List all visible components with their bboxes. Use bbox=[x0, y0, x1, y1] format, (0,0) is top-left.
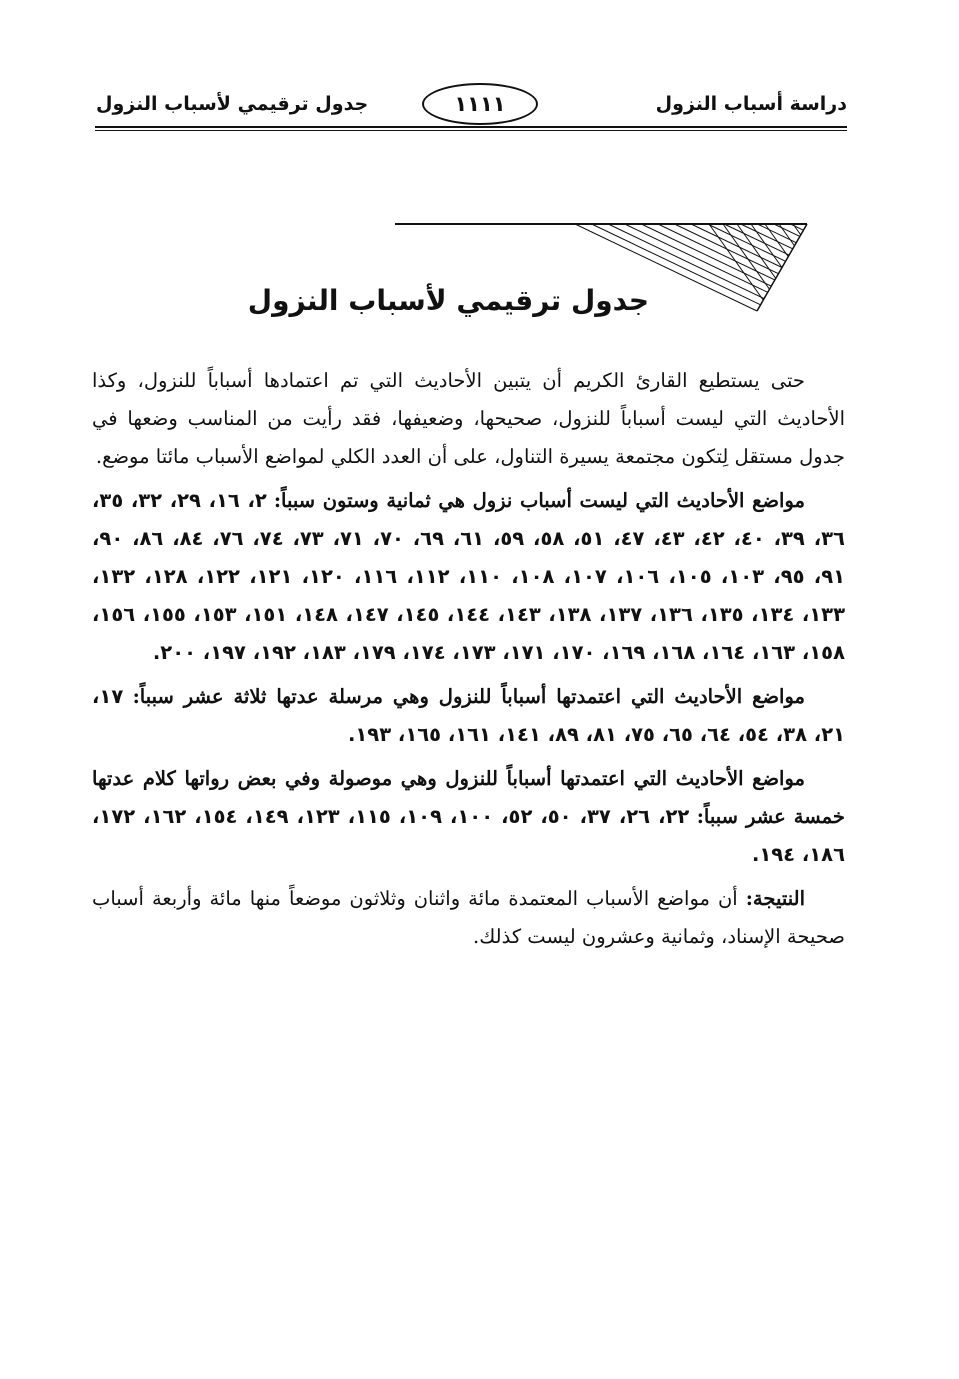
intro-paragraph: حتى يستطيع القارئ الكريم أن يتبين الأحاديث التي تم اعتمادها أسباباً للنزول، وكذا الأحاديث التي ليست أسباباً للنزول، صحيحها، وضعيفها، فقد رأيت من المناسب وضعها في جدول مستقل لِتكون مجتمعة يسيرة التناول، على أن العدد الكلي لمواضع الأسباب مائتا موضع. bbox=[92, 369, 845, 468]
body-text bbox=[92, 362, 845, 956]
header-rule bbox=[95, 126, 847, 128]
section-mursal bbox=[92, 678, 845, 754]
section-numbers: ٢، ١٦، ٢٩، ٣٢، ٣٥، ٣٦، ٣٩، ٤٠، ٤٢، ٤٣، ٤٧، ٥١، ٥٨، ٥٩، ٦١، ٦٩، ٧٠، ٧١، ٧٣، ٧٤، ٧٦، ٨٤، ٨٦، ٩٠، ٩١، ٩٥، ١٠٣، ١٠٥، ١٠٦، ١٠٧، ١٠٨، ١١٠، ١١٢، ١١٦، ١٢٠، ١٢١، ١٢٢، ١٢٨، ١٣٢، ١٣٣، ١٣٤، ١٣٥، ١٣٦، ١٣٧، ١٣٨، ١٤٣، ١٤٤، ١٤٥، ١٤٧، ١٤٨، ١٥١، ١٥٣، ١٥٥، ١٥٦، ١٥٨، ١٦٣، ١٦٤، ١٦٨، ١٦٩، ١٧٠، ١٧١، ١٧٣، ١٧٤، ١٧٩، ١٨٣، ١٩٢، ١٩٧، ٢٠٠. bbox=[92, 489, 846, 664]
running-header-book-title: دراسة أسباب النزول bbox=[655, 93, 847, 115]
section-not-causes bbox=[92, 482, 845, 672]
section-heading: مواضع الأحاديث التي اعتمدتها أسباباً للنزول وهي موصولة وفي بعض رواتها كلام عدتها خمسة عشر سبباً: bbox=[92, 767, 845, 828]
section-numbers: ١٧، ٢١، ٣٨، ٥٤، ٦٤، ٦٥، ٧٥، ٨١، ٨٩، ١٤١، ١٦١، ١٦٥، ١٩٣. bbox=[92, 685, 845, 746]
result-text: أن مواضع الأسباب المعتمدة مائة واثنان وثلاثون موضعاً منها مائة وأربعة أسباب صحيحة الإسناد، وثمانية وعشرون ليست كذلك. bbox=[92, 887, 845, 948]
result-label: النتيجة: bbox=[745, 887, 805, 910]
section-heading: مواضع الأحاديث التي ليست أسباب نزول هي ثمانية وستون سبباً: bbox=[273, 489, 805, 512]
section-mawsul bbox=[92, 760, 845, 874]
header-rule-thin bbox=[95, 130, 847, 131]
result-paragraph bbox=[92, 880, 845, 956]
running-header-section-title: جدول ترقيمي لأسباب النزول bbox=[96, 93, 369, 115]
section-heading: مواضع الأحاديث التي اعتمدتها أسباباً للنزول وهي مرسلة عدتها ثلاثة عشر سبباً: bbox=[132, 685, 805, 708]
page-title: جدول ترقيمي لأسباب النزول bbox=[247, 284, 649, 317]
section-numbers: ٢٢، ٢٦، ٣٧، ٥٠، ٥٢، ١٠٠، ١٠٩، ١١٥، ١٢٣، ١٤٩، ١٥٤، ١٦٢، ١٧٢، ١٨٦، ١٩٤. bbox=[92, 805, 845, 866]
page-number: ١١١١ bbox=[422, 83, 538, 125]
